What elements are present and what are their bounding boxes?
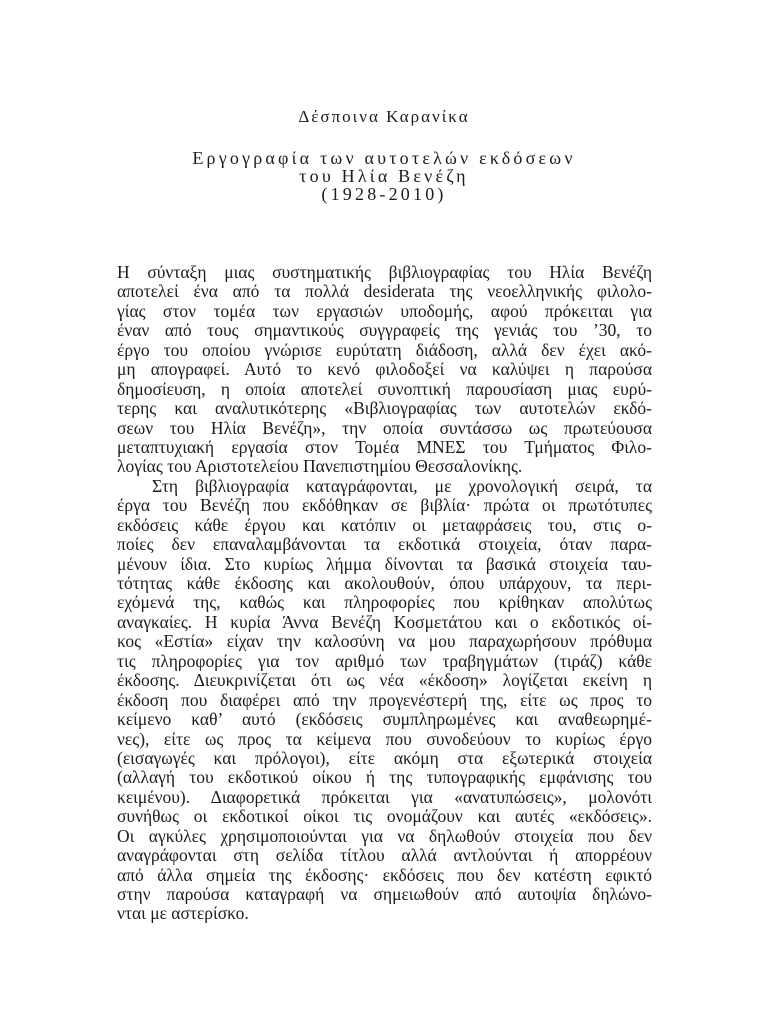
paragraph-line: κείμενο καθ’ αυτό (εκδόσεις συμπληρωμένες και αναθεωρημέ- (117, 709, 652, 730)
title-line: Εργογραφία των αυτοτελών εκδόσεων (192, 148, 576, 168)
paragraph-line: εκδόσεις κάθε έργου και κατόπιν οι μεταφράσεις του, στις ο- (117, 514, 652, 535)
paragraph-line: τερης και αναλυτικότερης «Βιβλιογραφίας των αυτοτελών εκδό- (117, 398, 652, 419)
paragraph-line: κειμένου). Διαφορετικά πρόκειται για «ανατυπώσεις», μολονότι (117, 786, 652, 807)
paragraph-line: έκδοσης. Διευκρινίζεται ότι ως νέα «έκδοση» λογίζεται εκείνη η (117, 670, 652, 691)
title-line: (1928-2010) (321, 184, 447, 204)
paragraph-line: μένουν ίδια. Στο κυρίως λήμμα δίνονται τα βασικά στοιχεία ταυ- (117, 553, 652, 574)
paragraph-line: αναγράφονται στη σελίδα τίτλου αλλά αντλούνται ή απορρέουν (117, 845, 652, 866)
paragraph-line: ποίες δεν επαναλαμβάνονται τα εκδοτικά στοιχεία, όταν παρα- (117, 534, 652, 555)
paragraph-line: νται με αστερίσκο. (117, 903, 249, 924)
author-name: Δέσποινα Καρανίκα (298, 107, 470, 126)
paragraph-line: εχόμενά της, καθώς και πληροφορίες που κρίθηκαν απολύτως (117, 592, 652, 613)
paragraph-line: συνήθως οι εκδοτικοί οίκοι τις ονομάζουν και αυτές «εκδόσεις». (117, 806, 652, 827)
paragraph-line: έργο του οποίου γνώρισε ευρύτατη διάδοση, αλλά δεν έχει ακό- (117, 339, 652, 360)
article-title (0, 149, 768, 203)
paragraph-line: λογίας του Αριστοτελείου Πανεπιστημίου Θεσσαλονίκης. (117, 456, 523, 477)
paragraph-line: τότητας κάθε έκδοσης και ακολουθούν, όπου υπάρχουν, τα περι- (117, 573, 652, 593)
paragraph-line: νες), είτε ως προς τα κείμενα που συνοδεύουν το κυρίως έργο (117, 728, 652, 749)
paragraph-line: κος «Εστία» είχαν την καλοσύνη να μου παραχωρήσουν πρόθυμα (117, 631, 652, 652)
title-line: του Ηλία Βενέζη (299, 166, 469, 186)
paragraph-line: έκδοση που διαφέρει από την προγενέστερή της, είτε ως προς το (117, 689, 652, 710)
paragraph-line: έργα του Βενέζη που εκδόθηκαν σε βιβλία· πρώτα οι πρωτότυπες (117, 495, 652, 516)
paragraph-line: δημοσίευση, η οποία αποτελεί συνοπτική παρουσίαση μιας ευρύ- (117, 378, 652, 399)
paragraph-line: μη απογραφεί. Αυτό το κενό φιλοδοξεί να καλύψει η παρούσα (117, 359, 652, 380)
paragraph-line: αναγκαίες. Η κυρία Άννα Βενέζη Κοσμετάτου και ο εκδοτικός οί- (117, 611, 652, 632)
paragraph-line: Η σύνταξη μιας συστηματικής βιβλιογραφίας του Ηλία Βενέζη (117, 262, 652, 282)
paragraph-line: Οι αγκύλες χρησιμοποιούνται για να δηλωθούν στοιχεία που δεν (117, 825, 652, 846)
paragraph (117, 263, 652, 477)
paragraph (117, 477, 652, 924)
paragraph-line: Στη βιβλιογραφία καταγράφονται, με χρονολογική σειρά, τα (152, 475, 652, 496)
paragraph-line: στην παρούσα καταγραφή να σημειωθούν από αυτοψία δηλώνο- (117, 884, 652, 904)
paragraph-line: τις πληροφορίες για τον αριθμό των τραβηγμάτων (τιράζ) κάθε (117, 650, 652, 671)
paragraph-line: από άλλα σημεία της έκδοσης· εκδόσεις που δεν κατέστη εφικτό (117, 864, 652, 885)
paragraph-line: μεταπτυχιακή εργασία στον Τομέα ΜΝΕΣ του Τμήματος Φιλο- (117, 436, 652, 457)
paragraph-line: γίας στον τομέα των εργασιών υποδομής, αφού πρόκειται για (117, 300, 652, 321)
paragraph-line: αποτελεί ένα από τα πολλά desiderata της νεοελληνικής φιλολο- (117, 281, 652, 302)
paragraph-line: (εισαγωγές και πρόλογοι), είτε ακόμη στα εξωτερικά στοιχεία (117, 747, 652, 768)
paragraph-line: έναν από τους σημαντικούς συγγραφείς της γενιάς του ’30, το (117, 320, 652, 341)
paragraph-line: (αλλαγή του εκδοτικού οίκου ή της τυπογραφικής εμφάνισης του (117, 767, 652, 788)
paragraph-line: σεων του Ηλία Βενέζη», την οποία συντάσσω ως πρωτεύουσα (117, 417, 652, 438)
body-text (117, 263, 652, 924)
